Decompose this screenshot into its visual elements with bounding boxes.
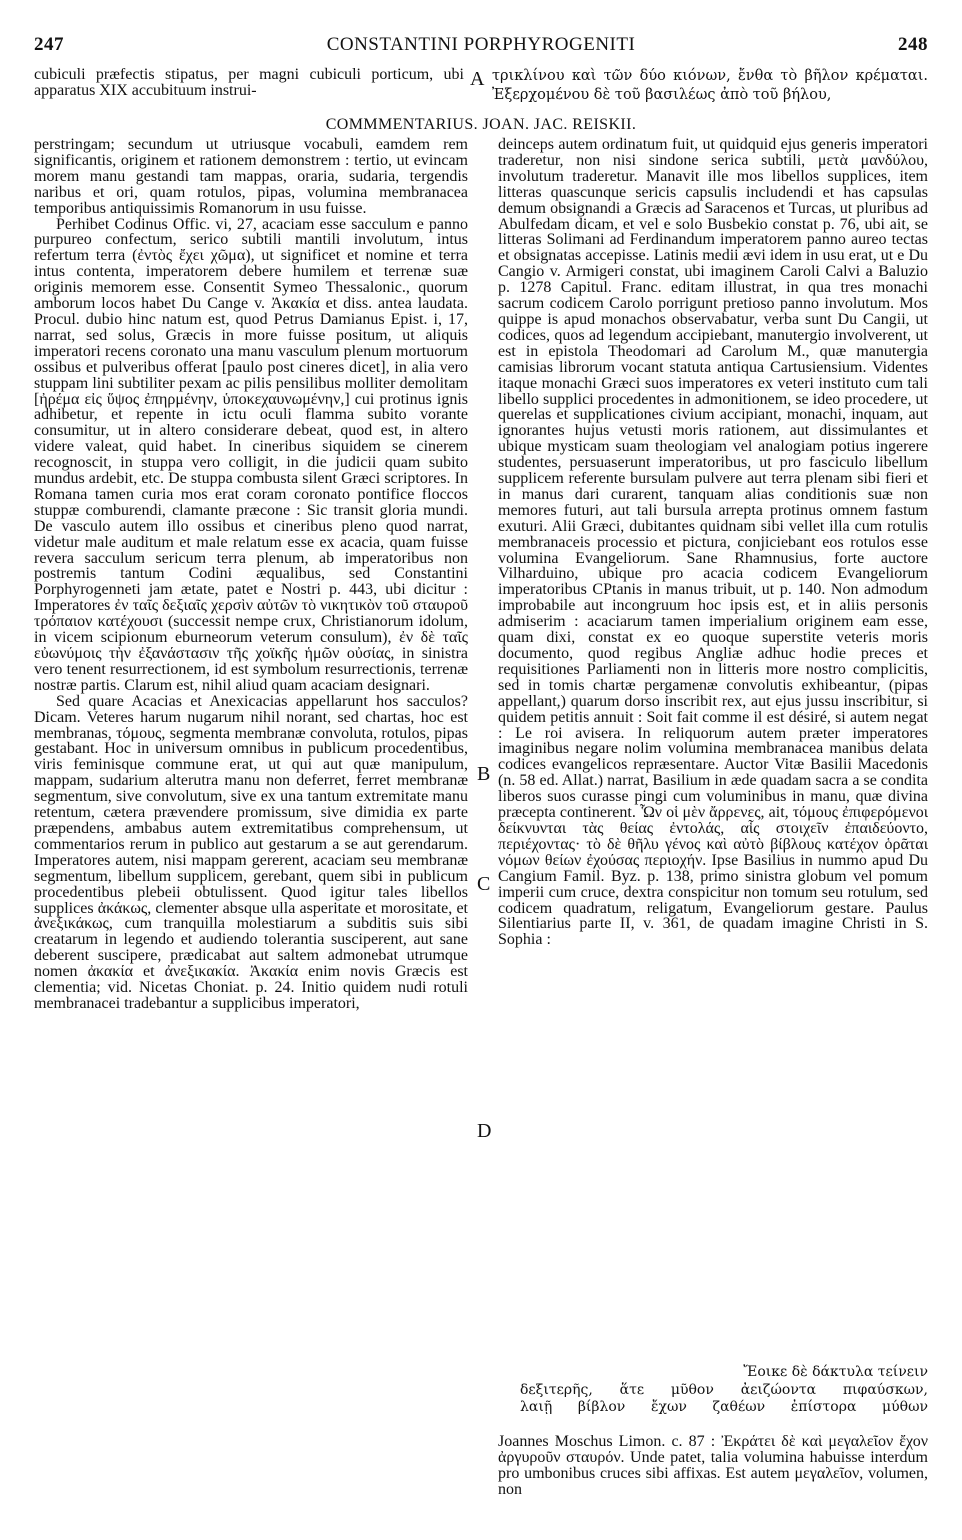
verse-line-3: λαιῇ βίβλον ἔχων ζαθέων ἐπίστορα μύθων (520, 1399, 928, 1415)
verse-line-1: Ἔοικε δὲ δάκτυλα τείνειν (743, 1364, 928, 1380)
margin-marker-b: B (477, 763, 491, 785)
tail-paragraph: Joannes Moschus Limon. c. 87 : Ἐκράτει δὲ καὶ μεγαλεῖον ἔχον ἀργυροῦν σταυρόν. Unde patet, talia volumina habuisse interdum pro umbonibus cruces sibi affixas. Est autem μεγαλεῖον, volumen, non (498, 1433, 928, 1498)
margin-marker-c: C (477, 873, 491, 895)
margin-marker-a: A (470, 68, 485, 90)
running-title: CONSTANTINI PORPHYROGENITI (326, 34, 636, 55)
left-paragraph-1: perstringam; secundum ut utriusque vocabuli, eamdem rem significantis, originem et rationem demonstrem : tertio, ut evincam morem manu gestandi tam mappas, oraria, sudaria, tergendis naribus et ori, quam rotulos, pipas, volumina membranacea temporibus antiquissimis Romanorum in usu fuisse. (34, 136, 468, 217)
right-column-tail (498, 1418, 928, 1514)
commentary-heading: COMMMENTARIUS. JOAN. JAC. REISKII. (325, 116, 637, 133)
top-left-text (34, 67, 464, 99)
margin-marker-d: D (477, 1120, 492, 1142)
top-right-greek-paragraph: τρικλίνου καὶ τῶν δύο κιόνων, ἔνθα τὸ βῆλον κρέμαται. Ἐξερχομένου δὲ τοῦ βασιλέως ἀπὸ τοῦ βήλου, (492, 68, 928, 103)
top-right-text (492, 67, 928, 104)
left-paragraph-3: Sed quare Acacias et Anexicacias appellarunt hos sacculos? Dicam. Veteres harum nugarum nihil norant, sed chartas, hoc est membranas, τόμους, segmenta membranæ convoluta, rotulos, pipas gestabant. Hoc in universum omnibus in publicum procedentibus, viris feminisque commune erat, ut qui aut quæ manipulum, mappam, sudarium alterutra manu non deferret, ferret membranæ segmentum, sive convolutum, sive ex una tantum extremitate manu retentum, cætera prævendere promissum, sive dimidia ex parte præpendens, ambabus autem extremitatibus comprehensum, ut commentarios rerum in publico aut gestarum a se aut gerendarum. Imperatores autem, nisi mappam gererent, acaciam seu membranæ segmentum, libellum supplicem, gerebant, quem sibi in publicum procedentibus plebeii obtulissent. Quod igitur tales libellos supplices ἀκάκως, clementer absque ulla asperitate et morositate, et ἀνεξικάκως, cum tranquilla molestiarum a subditis suis sibi creatarum in legendo et audiendo tolerantia susciperent, aut sane deberent suscipere, prædicabat aut saltem admonebat utrumque nomen ἀκακία et ἀνεξικακία. Ἀκακία enim novis Græcis est clementia; vid. Nicetas Choniat. p. 24. Initio quidem nudi rotuli membranacei tradebantur a supplicibus imperatori, (34, 692, 468, 1012)
page-number-left: 247 (34, 34, 64, 55)
verse-line-2: δεξιτερῆς, ἅτε μῦθον ἀειζώοντα πιφαύσκων, (520, 1381, 928, 1398)
left-column (34, 137, 468, 1012)
page-number-right: 248 (898, 34, 928, 55)
verse-quotation (498, 1364, 928, 1417)
top-left-paragraph: cubiculi præfectis stipatus, per magni cubiculi porticum, ubi apparatus XIX accubituum instrui- (34, 66, 464, 99)
right-paragraph-1: deinceps autem ordinatum fuit, ut quidquid ejus generis imperatori traderetur, non nisi sindone serica subtili, μετὰ μανδύλου, involutum traderetur. Manavit ille mos libellos supplices, item litteras quascunque sericis capsulis includendi et has capsulas demum obsignandi a Græcis ad Saracenos et Turcas, ut pluribus ad Abulfedam dicam, et vel e solo Busbekio constat p. 76, ubi ait, se litteras Solimani ad Ferdinandum imperatorem panno aureo tectas et obsignatas accepisse. Latinis medii ævi idem in usu erat, ut e Du Cangio v. Armigeri constat, ubi imaginem Caroli Calvi a Baluzio p. 1278 Capitul. Franc. editam illustrat, in qua tres monachi sacrum codicem Carolo porrigunt pretioso panno involutum. Mos quippe is apud monachos observabatur, verba sunt Du Cangii, ut codices, quos ad legendum accipiebant, manutergio involverent, ut est in epistola Theodomari ad Carolum M., quæ manutergia camisias librorum vocant statuta antiqua Cartusiensium. Videntes itaque monachi Græci suos imperatores ex veteri instituto cum tali libello supplici procedentes in admonitionem, se ideo procedere, ut querelas et supplicationes civium accipiant, monachi, inquam, aut ignorantes hujus vetusti moris rationem, aut dissimulantes et ubique mysticam suam theologiam vel analogiam potius ingerere studentes, persuaserunt imperatoribus, ut pro fasciculo libellum supplicem referente bursulam pulvere aut terra plenam sibi fieri et in manus dari curarent, tanquam alias conditionis suæ non memores futuri, aut tali bursula arrepta protinus omnem fastum exuturi. Alii Græci, dubitantes quidnam sibi vellet illa cum rotulis membranaceis processio et pictura, conjiciebant eos rotulos esse volumina Evangeliorum. Sane Rhamnusius, forte auctore Vilharduino, ubique pro acacia codicem Evangeliorum imperatoribus CPtanis in manus tribuit, ut p. 140. Non admodum improbabile aut incongruum hoc ipsis est, et in aliis personis admiserim : acaciarum tamen imperialium originem eam esse, quam dixi, constat ex eo quoque superstite veteris moris documento, quod regibus Angliæ adhuc hodie preces et requisitiones Parliamenti non in litteris more nostro complicitis, sed in tomis chartæ pergamenæ convolutis exhibeantur, (pipas appellant,) quarum dorso inscribit rex, aut ejus jussu inscribitur, si quidem petitis annuit : Soit fait comme il est désiré, si autem negat : Le roi avisera. In reliquorum autem præter imperatores imaginibus negare nolim volumina membranacea manibus delata codices evangelicos repræsentare. Auctor Vitæ Basilii Macedonis (n. 58 ed. Allat.) narrat, Basilium in æde quadam sacra a se condita liberos suos curasse pingi cum voluminibus in manu, quæ divina præcepta continerent. Ὧν οἱ μὲν ἄρρενες, ait, τόμους ἐπιφερόμενοι δείκνυνται τὰς θείας ἐντολάς, αἷς στοιχεῖν ἐπαιδεύοντο, περιέχοντας· τὸ δὲ θῆλυ γένος καὶ αὐτὸ βίβλους κατέχον ὁρᾶται νόμων θείων ἐχούσας περιοχήν. Ipse Basilius in nummo apud Du Cangium Famil. Byz. p. 138, primo sinistra globum vel pomum imperii cum cruce, dextra conspicitur non tomum seu rotulum, sed codicem quadratum, religatum, Evangeliorum gestare. Paulus Silentiarius parte II, v. 361, de quadam imagine Christi in S. Sophia : (498, 136, 928, 949)
running-header (34, 34, 928, 60)
right-column (498, 137, 928, 948)
left-paragraph-2: Perhibet Codinus Offic. vi, 27, acaciam esse sacculum e panno purpureo confectum, serico subtili mantili involutum, intus refertum terra (ἐντὸς ἔχει χῶμα), ut significet et nomine et terra intus contenta, imperatorem debere humilem et terrenæ suæ originis memorem esse. Consentit Symeo Thessalonic., quorum amborum locos habet Du Cange v. Ἀκακία et diss. antea laudata. Procul. dubio hinc natum est, quod Petrus Damianus Epist. i, 17, narrat, sed solus, Græcis in more fuisse positum, ut aliquis imperatori recens coronato una manu vasculum plenum mortuorum ossibus et pulveribus offerat [paulo post cineres dicet], in alia vero stuppam lini subtiliter pexam ac pilis pensilibus molliter demolitam [ἠρέμα εἰς ὕψος ἐπηρμένην, ὑποκεχαυνωμένην,] cui protinus ignis adhibetur, et repente in ictu oculi flamma subito vorante consumitur, ut in altero considerare debeat, quod est, in altero videre valeat, quid habet. In cineribus siquidem se cinerem recognoscit, in stuppa vero colligit, in die judicii quam subito mundus ardebit, etc. De stuppa combusta silent Græci scriptores. In Romana tamen curia mos erat coram coronato pontifice floccos stuppæ comburendi, clamante præcone : Sic transit gloria mundi. De vasculo autem illo ossibus et cineribus pleno quod narrat, videtur male auditum et male relatum esse ex acacia, quam fuisse revera sacculum sericum terra plenum, ab imperatoribus non postremis tantum Codini æqualibus, sed Constantini Porphyrogenneti jam ætate, patet e Nostri p. 443, ubi dicitur : Imperatores ἐν ταῖς δεξιαῖς χερσὶν αὐτῶν τὸ νικητικὸν τοῦ σταυροῦ τρόπαιον κατέχουσι (successit nempe crux, Christianorum idolum, in vicem scipionum eburneorum veterum consulum), ἐν δὲ ταῖς εὐωνύμοις τὴν ἐξανάστασιν τῆς χοϊκῆς ἡμῶν οὐσίας, in sinistra vero tenent resurrectionem, id est symbolum resurrectionis, terrenæ nostræ partis. Clarum est, nihil aliud quam acaciam designari. (34, 215, 468, 694)
